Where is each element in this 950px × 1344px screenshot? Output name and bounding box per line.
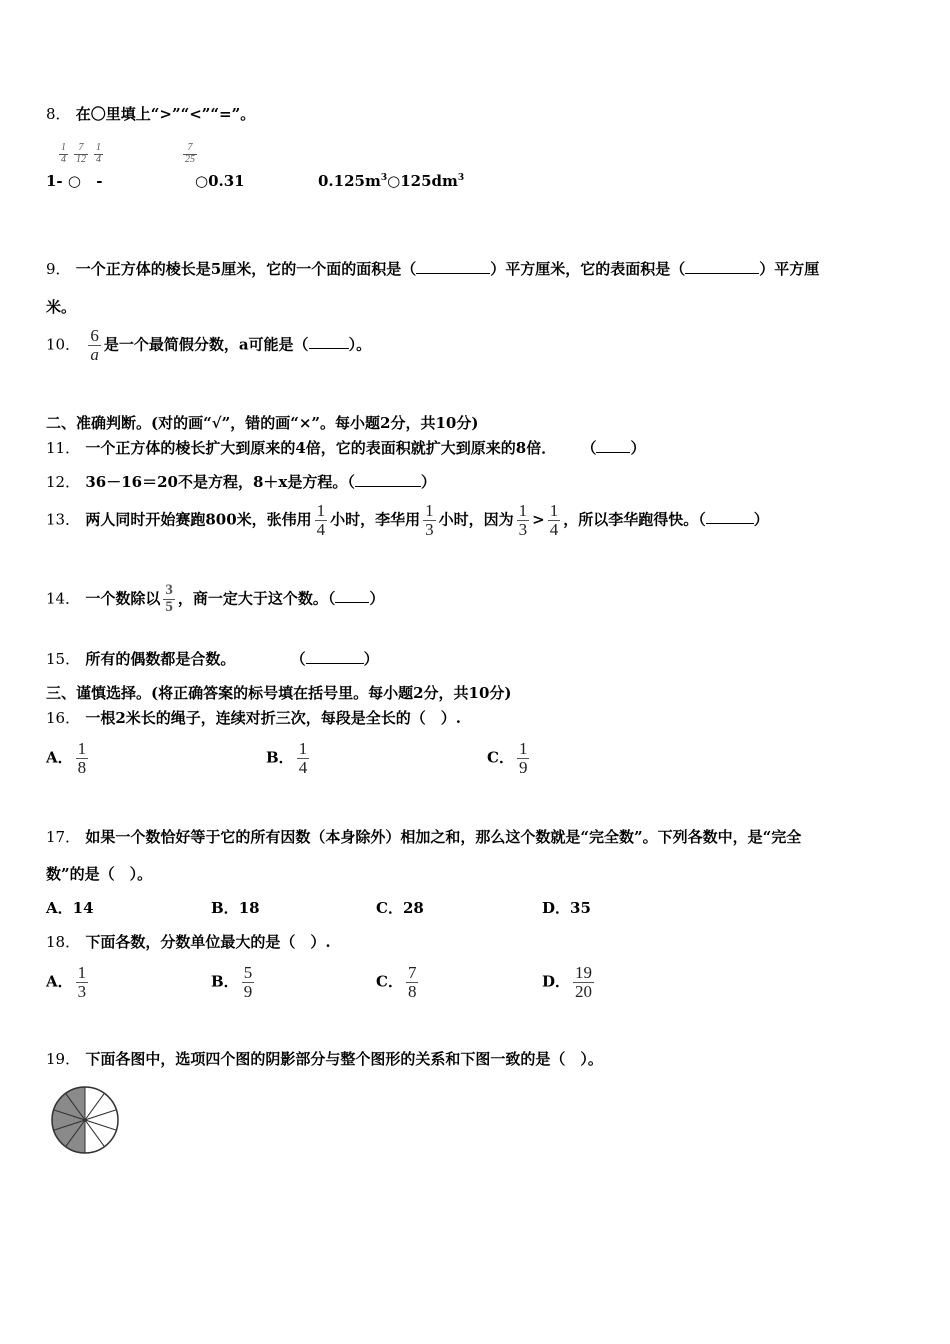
q13-fraction-3: $\frac{1}{3}$ <box>518 501 528 539</box>
q17-line1 <box>46 826 801 847</box>
q19-pie-sectors <box>52 1087 118 1153</box>
q10-end: ）。 <box>348 335 372 354</box>
q10 <box>46 327 371 364</box>
q18-option-a-fraction: $\frac{1}{3}$ <box>77 963 87 1001</box>
q8-text: 在〇里填上“>”“<”“=”。 <box>75 105 256 123</box>
q17-option-d[interactable] <box>542 897 591 918</box>
q8-item3-sup1: 3 <box>380 173 388 183</box>
q18-text: 下面各数，分数单位最大的是（ ）. <box>85 933 331 951</box>
q10-number: 10． <box>46 335 81 354</box>
q18-option-b-label: B． <box>211 972 239 991</box>
q10-fraction: $\frac{6}{a}$ <box>90 326 99 364</box>
q18-stem <box>46 931 331 952</box>
q18-option-d-fraction: $\frac{19}{20}$ <box>575 963 593 1001</box>
q18-option-c-label: C． <box>376 972 403 991</box>
q9-text-1: 一个正方体的棱长是5厘米，它的一个面的面积是（ <box>75 260 417 278</box>
q11-text: 一个正方体的棱长扩大到原来的4倍，它的表面积就扩大到原来的8倍． <box>85 439 557 457</box>
q16-option-c[interactable] <box>487 740 532 777</box>
q8-item3-sup2: 3 <box>457 173 465 183</box>
q8-item3 <box>318 172 464 190</box>
q12-text: 36－16＝20不是方程，8＋x是方程。（ <box>85 473 355 491</box>
q14-number: 14． <box>46 589 81 608</box>
q11-blank[interactable] <box>596 438 630 453</box>
q8-item3-a: 0.125m <box>318 172 381 190</box>
q16-option-b-fraction: $\frac{1}{4}$ <box>298 739 308 777</box>
q16-text: 一根2米长的绳子，连续对折三次，每段是全长的（ ）. <box>85 709 461 727</box>
q10-blank[interactable] <box>309 334 349 349</box>
q12-end: ） <box>420 473 436 491</box>
q18-option-c[interactable] <box>376 964 421 1001</box>
q17-option-a-label: A． <box>46 899 73 917</box>
q15-number: 15． <box>46 650 81 668</box>
q8-fraction-1-4b: $\frac{1}{4}$ <box>96 142 101 165</box>
q8-fraction-7-25: $\frac{7}{25}$ <box>185 142 195 165</box>
q13-text-2: 小时，李华用 <box>330 510 421 529</box>
q16-option-b-label: B． <box>266 748 294 767</box>
q9-number: 9． <box>46 260 71 278</box>
q9-blank-1[interactable] <box>416 259 490 274</box>
q17-option-b-label: B． <box>211 899 239 917</box>
q13-text-4: ，所以李华跑得快。（ <box>563 510 706 529</box>
q17-option-a[interactable] <box>46 897 94 918</box>
q13-greater-than: > <box>532 510 545 529</box>
q9-line2: 米。 <box>46 298 77 316</box>
q17-option-a-value: 14 <box>72 899 94 917</box>
q8-item1-circle[interactable]: ○ <box>67 172 81 190</box>
section3-title: 三、谨慎选择。(将正确答案的标号填在括号里。每小题2分，共10分) <box>46 684 512 702</box>
q13-fraction-1: $\frac{1}{4}$ <box>316 501 326 539</box>
q19-text: 下面各图中，选项四个图的阴影部分与整个图形的关系和下图一致的是（ ）。 <box>85 1050 603 1068</box>
q18-option-a[interactable] <box>46 964 91 1001</box>
q8-number: 8． <box>46 105 71 123</box>
q14-text-2: ，商一定大于这个数。（ <box>177 589 336 608</box>
section2-title: 二、准确判断。(对的画“√”，错的画“×”。每小题2分，共10分) <box>46 414 479 432</box>
q17-option-c-value: 28 <box>402 899 424 917</box>
q19-number: 19． <box>46 1050 81 1068</box>
q19-stem <box>46 1048 603 1069</box>
q13-text-3: 小时，因为 <box>438 510 514 529</box>
q18-option-d-label: D． <box>542 972 571 991</box>
q17-option-d-value: 35 <box>570 899 591 917</box>
q9-text-3: ）平方厘 <box>759 260 820 278</box>
q15-text: 所有的偶数都是合数。 <box>85 650 236 668</box>
q12 <box>46 471 436 492</box>
q15-blank[interactable] <box>306 649 364 664</box>
q15-end: ） <box>363 650 379 668</box>
q14-end: ） <box>369 589 385 608</box>
q13-text-1: 两人同时开始赛跑800米，张伟用 <box>85 510 312 529</box>
q18-option-b[interactable] <box>211 964 257 1001</box>
q10-text: 是一个最简假分数，a可能是（ <box>103 335 309 354</box>
q8-item2 <box>195 172 245 190</box>
q11-paren-right: ） <box>630 439 646 457</box>
q14-fraction: $\frac{3}{5}$ <box>165 582 173 615</box>
q16-option-b[interactable] <box>266 740 312 777</box>
q9-blank-2[interactable] <box>685 259 759 274</box>
q16-option-a-fraction: $\frac{1}{8}$ <box>77 739 87 777</box>
q9-line1 <box>46 258 819 279</box>
q12-number: 12． <box>46 473 81 491</box>
q16-option-a-label: A． <box>46 748 73 767</box>
q8-item1 <box>46 172 102 190</box>
q16-stem <box>46 707 461 728</box>
q8-item2-fraction <box>180 143 200 165</box>
q17-number: 17． <box>46 828 81 846</box>
q14-blank[interactable] <box>335 588 369 603</box>
q12-blank[interactable] <box>355 472 421 487</box>
q8-item3-mid[interactable]: ○125dm <box>387 172 458 190</box>
q18-option-d[interactable] <box>542 964 597 1001</box>
q13-blank[interactable] <box>706 509 754 524</box>
q17-line2: 数”的是（ ）。 <box>46 865 153 883</box>
q17-option-b-value: 18 <box>238 899 260 917</box>
q17-option-c-label: C． <box>376 899 403 917</box>
q17-option-c[interactable] <box>376 897 424 918</box>
q17-text-1: 如果一个数恰好等于它的所有因数（本身除外）相加之和，那么这个数就是“完全数”。下列各数中，是“完全 <box>85 828 802 846</box>
q16-number: 16． <box>46 709 81 727</box>
q11-number: 11． <box>46 439 81 457</box>
q8-item1-minus: - <box>96 172 103 190</box>
q16-option-c-label: C． <box>487 748 514 767</box>
q8-stem <box>46 103 255 124</box>
q13-fraction-4: $\frac{1}{4}$ <box>549 501 559 539</box>
q13-fraction-2: $\frac{1}{3}$ <box>425 501 434 539</box>
q18-option-b-fraction: $\frac{5}{9}$ <box>243 963 253 1001</box>
q16-option-c-fraction: $\frac{1}{9}$ <box>518 739 528 777</box>
q8-item1-prefix: 1- <box>46 172 63 190</box>
q11 <box>46 437 645 458</box>
q18-option-c-fraction: $\frac{7}{8}$ <box>407 963 417 1001</box>
q8-fraction-1-4: $\frac{1}{4}$ <box>61 142 66 165</box>
q8-fractions-1 <box>56 143 106 165</box>
q8-item2-tail[interactable]: ○0.31 <box>195 172 245 190</box>
q15-paren-left: （ <box>290 650 306 668</box>
q13-end: ） <box>753 510 769 529</box>
q18-option-a-label: A． <box>46 972 73 991</box>
q16-option-a[interactable] <box>46 740 91 777</box>
q8-fraction-7-12: $\frac{7}{12}$ <box>76 142 86 165</box>
q14 <box>46 583 384 616</box>
q11-paren-left: （ <box>581 439 597 457</box>
q18-number: 18． <box>46 933 81 951</box>
q17-option-b[interactable] <box>211 897 260 918</box>
q13-number: 13． <box>46 510 81 529</box>
q14-text-1: 一个数除以 <box>85 589 161 608</box>
q17-option-d-label: D． <box>542 899 571 917</box>
q9-text-2: ）平方厘米，它的表面积是（ <box>490 260 686 278</box>
q15 <box>46 648 379 669</box>
q13 <box>46 502 769 539</box>
q19-circle-figure <box>48 1085 122 1155</box>
